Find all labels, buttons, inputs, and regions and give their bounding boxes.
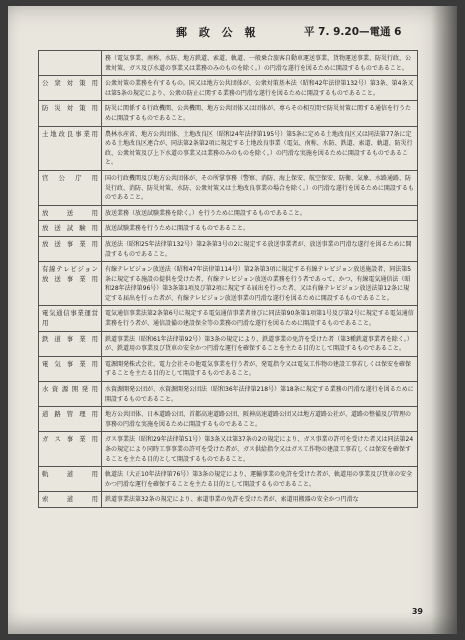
table-row <box>39 356 418 381</box>
usage-name: 有線テレビジョン放送事業用 <box>39 262 102 306</box>
usage-description: 防災に関係する行政機関、公共機関、地方公共団体又は団体が、専らその相互間で防災対策に関する通信を行うために開設するものであること。 <box>102 101 418 126</box>
table-row <box>39 467 418 492</box>
table-row <box>39 51 418 76</box>
table-row <box>39 126 418 170</box>
table-row <box>39 170 418 205</box>
usage-name: 官公庁用 <box>39 170 102 205</box>
usage-name: 放送事業用 <box>39 236 102 261</box>
usage-name: 放送用 <box>39 205 102 221</box>
table-row <box>39 236 418 261</box>
table-row <box>39 331 418 356</box>
usage-name: 電気事業用 <box>39 356 102 381</box>
usage-description: 地方公共団体、日本道路公団、首都高速道路公団、阪神高速道路公団又は地方道路公社が、道路の整備及び管理の事務の円滑な実施を図るために開設するものであること。 <box>102 407 418 432</box>
table-row <box>39 382 418 407</box>
table-row <box>39 492 418 508</box>
usage-name: 道路管理用 <box>39 407 102 432</box>
table-row <box>39 262 418 306</box>
usage-description: 農林水産省、地方公共団体、土地改良区（昭和24年法律第195号）第5条に定める土地改良区又は同法第77条に定める土地改良区連合が、同法第2条第2項に規定する土地改良事業（電気、南称、水防、鉄道、索道、軌道、防災行政、公衆対策及び上下水道の事業又は業務のみのものを除く。）の円滑な実施を図るために開設するものであること。 <box>102 126 418 170</box>
page-gutter-shadow <box>431 6 457 634</box>
usage-name: 鉄道事業用 <box>39 331 102 356</box>
usage-name: 水資源開発用 <box>39 382 102 407</box>
page-number: 39 <box>411 607 423 616</box>
usage-description: 有線テレビジョン放送法（昭和47年法律第114号）第2条第3項に規定する有線テレビジョン放送施設者、同法第5条に規定する施設の提供を受けた者、有線テレビジョン放送の業務を行う者であって、かつ、有線電気通信法（昭和28年法律第96号）第3条第1項及び第2項に規定する届出を行った者、又は有線テレビジョン放送法第12条に規定する届出を行った者が、有線テレビジョン放送事業の円滑な遂行を図るために開設するものであること。 <box>102 262 418 306</box>
usage-description: 水資源開発公団が、水資源開発公団法（昭和36年法律第218号）第18条に規定する業務の円滑な遂行を図るために開設するものであること。 <box>102 382 418 407</box>
usage-name <box>39 51 102 76</box>
table-row <box>39 205 418 221</box>
usage-description: 鉄道事業法第32条の規定により、索道事業の免許を受けた者が、索道用搬器の安全かつ円滑な <box>102 492 418 508</box>
table-row <box>39 306 418 331</box>
usage-name: 軌道用 <box>39 467 102 492</box>
publication-title: 郵 政 公 報 <box>176 26 260 39</box>
table-row <box>39 221 418 237</box>
usage-description: 国の行政機関及び地方公共団体が、その所掌事務（警察、消防、海上保安、航空保安、防衛、気象、水路通路、防災行政、消防、防災対策、水防、公衆対策又は土地改良事業の場合を除く。）の円滑な遂行を図るために開設するものであること。 <box>102 170 418 205</box>
usage-description: 放送業務（放送試験業務を除く。）を行うために開設するものであること。 <box>102 205 418 221</box>
table-row <box>39 407 418 432</box>
usage-description: ガス事業法（昭和29年法律第51号）第3条又は第37条の2の規定により、ガス事業の許可を受けた者又は同法第24条の規定により同時工事事業の許可を受けた者が、ガス供給指令又はガス工作物の建設工事若しくは保安を確保することを主たる目的として開設するものであること。 <box>102 432 418 467</box>
table-row <box>39 101 418 126</box>
page-header <box>8 24 457 40</box>
usage-description: 電源開発株式会社、電力会社その他電気事業を行う者が、発電指令又は電気工作物の建設工事若しくは保安を確保することを主たる目的として開設するものであること。 <box>102 356 418 381</box>
usage-name: 公衆対策用 <box>39 76 102 101</box>
usage-description: 鉄道事業法（昭和61年法律第92号）第3条の規定により、鉄道事業の免許を受けた者（第3種鉄道事業者を除く。）が、鉄道用の事業及び貨車の安全かつ円滑な運行を確保することを主たる目的として開設するものであること。 <box>102 331 418 356</box>
table-row <box>39 432 418 467</box>
usage-name: 索道用 <box>39 492 102 508</box>
document-page <box>8 6 457 634</box>
usage-name: 防災対策用 <box>39 101 102 126</box>
usage-description: 軌道法（大正10年法律第76号）第3条の規定により、運輸事業の免許を受けた者が、軌道用の事業及び貨車の安全かつ円滑な運行を確保することを主たる目的として開設するものであること。 <box>102 467 418 492</box>
usage-name: ガス事業用 <box>39 432 102 467</box>
usage-description: 務（電気事業、南称、水防、地方鉄道、索道、軌道、一般乗合旅客自動車運送事業、貨物運送事業、防災行政、公衆対策、ガス及び水道の事業又は業務のみのものを除く。）の円滑な遂行を図るために開設するものであること。 <box>102 51 418 76</box>
usage-description: 電気通信事業法第2条第6号に規定する電気通信事業者並びに同法第90条第1項第1号及び第2号に規定する電気通信業務を行う者が、通信設備の建設保全等の業務の円滑な遂行を図るために開設するものであること。 <box>102 306 418 331</box>
usage-description: 放送試験業務を行うために開設するものであること。 <box>102 221 418 237</box>
usage-name: 電気通信事業運営用 <box>39 306 102 331</box>
usage-definition-table <box>38 50 418 508</box>
usage-name: 土地改良事業用 <box>39 126 102 170</box>
usage-description: 公衆対策の業務を有するもの。国又は地方公共団体が、公衆対策基本法（昭和42年法律第132号）第3条、第4条又は第5条の規定により、公衆の防止に関する業務の円滑な遂行を図るために開設するものであること。 <box>102 76 418 101</box>
usage-description: 放送法（昭和25年法律第132号）第2条第3号の2に規定する放送事業者が、放送事業の円滑な遂行を図るために開設するものであること。 <box>102 236 418 261</box>
issue-date: 平 7. 9.20—電通 6 <box>304 26 402 38</box>
table-row <box>39 76 418 101</box>
usage-name: 放送試験用 <box>39 221 102 237</box>
